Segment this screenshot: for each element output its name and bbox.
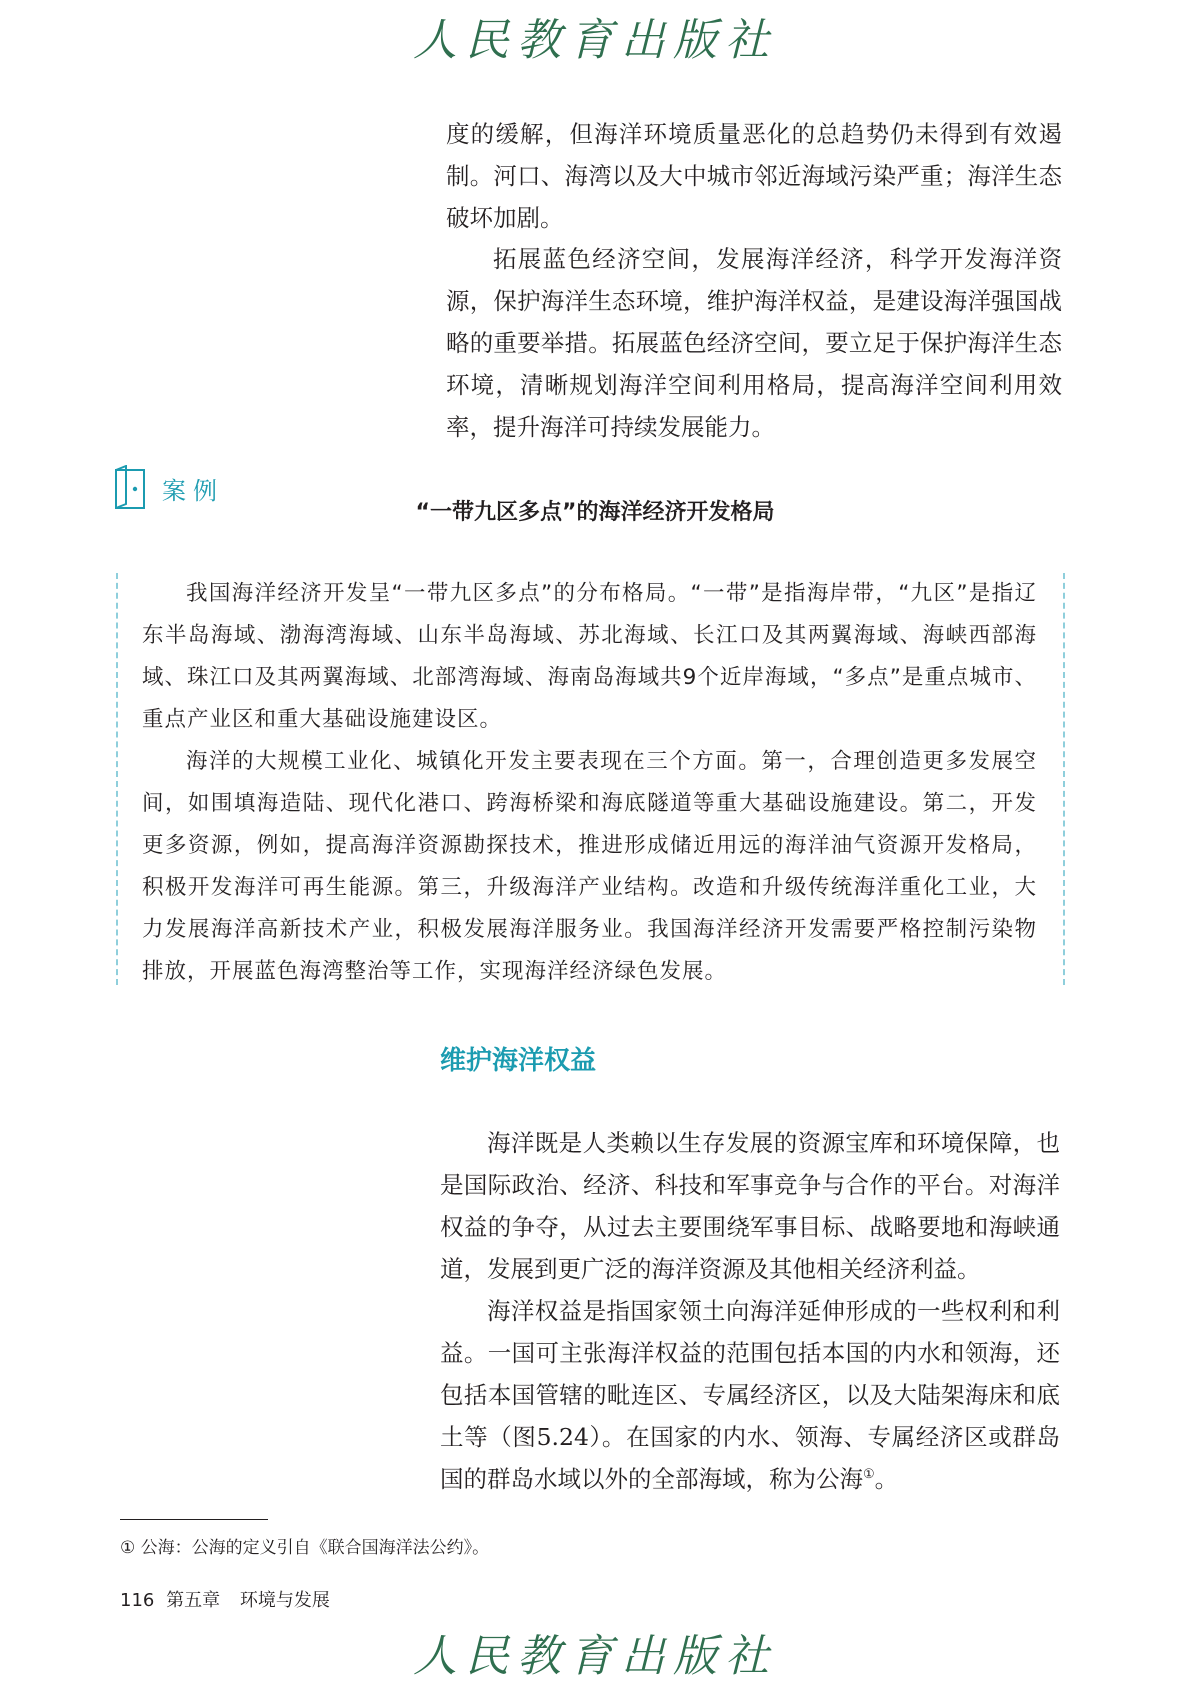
section-paragraph-2 [440,1290,1060,1500]
footnote-reference[interactable]: ① [863,1467,875,1483]
footnote: ① 公海：公海的定义引自《联合国海洋法公约》。 [120,1538,490,1558]
paragraph-top-1: 度的缓解，但海洋环境质量恶化的总趋势仍未得到有效遏制。河口、海湾以及大中城市邻近海域污染严重；海洋生态破坏加剧。 [446,120,1062,232]
section-paragraph-1: 海洋既是人类赖以生存发展的资源宝库和环境保障，也是国际政治、经济、科技和军事竞争与合作的平台。对海洋权益的争夺，从过去主要围绕军事目标、战略要地和海峡通道，发展到更广泛的海洋资源及其他相关经济利益。 [440,1129,1060,1283]
publisher-logo-bottom: 人民教育出版社 [413,1631,777,1682]
case-title: “一带九区多点”的海洋经济开发格局 [415,500,775,525]
page-footer [120,1586,330,1612]
chapter-number: 第五章 [166,1590,221,1611]
page-number: 116 [120,1590,155,1611]
section-paragraph-2-end: 。 [874,1465,899,1493]
case-paragraph-1: 我国海洋经济开发呈“一带九区多点”的分布格局。“一带”是指海岸带，“九区”是指辽东半岛海域、渤海湾海域、山东半岛海域、苏北海域、长江口及其两翼海域、海峡西部海域、珠江口及其两翼海域、北部湾海域、海南岛海域共9个近岸海域，“多点”是重点城市、重点产业区和重大基础设施建设区。 [142,581,1037,732]
section-heading: 维护海洋权益 [440,1046,597,1076]
case-paragraph-2: 海洋的大规模工业化、城镇化开发主要表现在三个方面。第一，合理创造更多发展空间，如围填海造陆、现代化港口、跨海桥梁和海底隧道等重大基础设施建设。第二，开发更多资源，例如，提高海洋资源勘探技术，推进形成储近用远的海洋油气资源开发格局，积极开发海洋可再生能源。第三，升级海洋产业结构。改造和升级传统海洋重化工业，大力发展海洋高新技术产业，积极发展海洋服务业。我国海洋经济开发需要严格控制污染物排放，开展蓝色海湾整治等工作，实现海洋经济绿色发展。 [142,749,1037,984]
paragraph-top-2: 拓展蓝色经济空间，发展海洋经济，科学开发海洋资源，保护海洋生态环境，维护海洋权益，是建设海洋强国战略的重要举措。拓展蓝色经济空间，要立足于保护海洋生态环境，清晰规划海洋空间利用格局，提高海洋空间利用效率，提升海洋可持续发展能力。 [446,245,1062,441]
case-label: 案例 [162,477,224,505]
section-paragraph-2-text: 海洋权益是指国家领土向海洋延伸形成的一些权利和利益。一国可主张海洋权益的范围包括本国的内水和领海，还包括本国管辖的毗连区、专属经济区，以及大陆架海床和底土等（图5.24）。在国家的内水、领海、专属经济区或群岛国的群岛水域以外的全部海域，称为公海 [440,1297,1060,1493]
footnote-divider [120,1519,268,1520]
publisher-logo-top: 人民教育出版社 [413,15,777,66]
chapter-title: 环境与发展 [239,1590,330,1611]
